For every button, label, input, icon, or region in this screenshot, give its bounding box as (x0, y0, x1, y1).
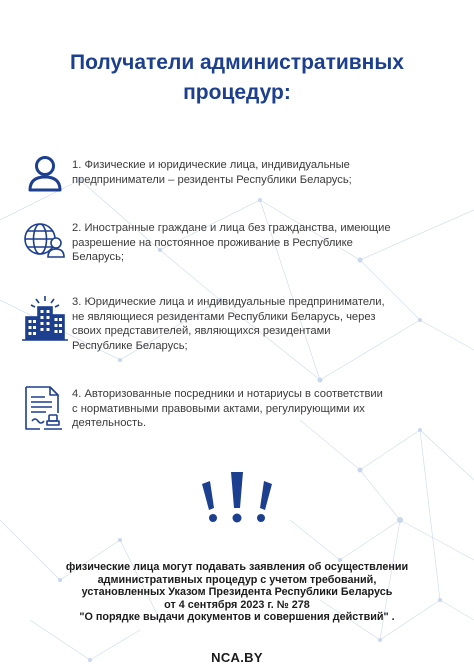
item-text-line: своих представителей, являющихся резидентами (72, 325, 331, 337)
item-text-line: деятельность. (72, 417, 147, 429)
page-title-line: процедур: (183, 81, 291, 104)
notice-line: "О порядке выдачи документов и совершения действий" . (79, 611, 395, 624)
item-text-line: с нормативными правовыми актами, регулирующими их (72, 402, 365, 415)
item-text-line: 4. Авторизованные посредники и нотариусы в соответствии (72, 388, 383, 400)
exclamation-marks-icon (192, 470, 282, 530)
item-text-line: 2. Иностранные граждане и лица без гражданства, имеющие (72, 222, 391, 234)
page-title-line: Получатели административных (70, 51, 404, 74)
notice-line: установленных Указом Президента Республики Беларусь (81, 586, 393, 599)
office-building-icon (18, 293, 72, 347)
person-icon (18, 150, 72, 204)
item-text-line: 3. Юридические лица и индивидуальные предприниматели, (72, 296, 385, 308)
notice-text (14, 561, 460, 624)
item-text-line: Республике Беларусь; (72, 339, 188, 352)
page-title (20, 48, 454, 108)
item-text-line: не являющиеся резидентами Республики Беларусь, через (72, 310, 376, 323)
notice-line: от 4 сентября 2023 г. № 278 (164, 598, 310, 611)
notice-line: административных процедур с учетом требований, (97, 573, 377, 586)
globe-person-icon (18, 215, 72, 269)
item-text-line: Беларусь; (72, 251, 125, 263)
item-text-line: 1. Физические и юридические лица, индивидуальные (72, 159, 350, 171)
item-text-line: предприниматели – резиденты Республики Беларусь; (72, 173, 352, 186)
notice-line: физические лица могут подавать заявления об осуществлении (65, 561, 409, 573)
certificate-stamp-icon (18, 383, 72, 437)
item-text-line: разрешение на постоянное проживание в Республике (72, 236, 353, 249)
brand-footer: NCA.BY (211, 650, 263, 665)
